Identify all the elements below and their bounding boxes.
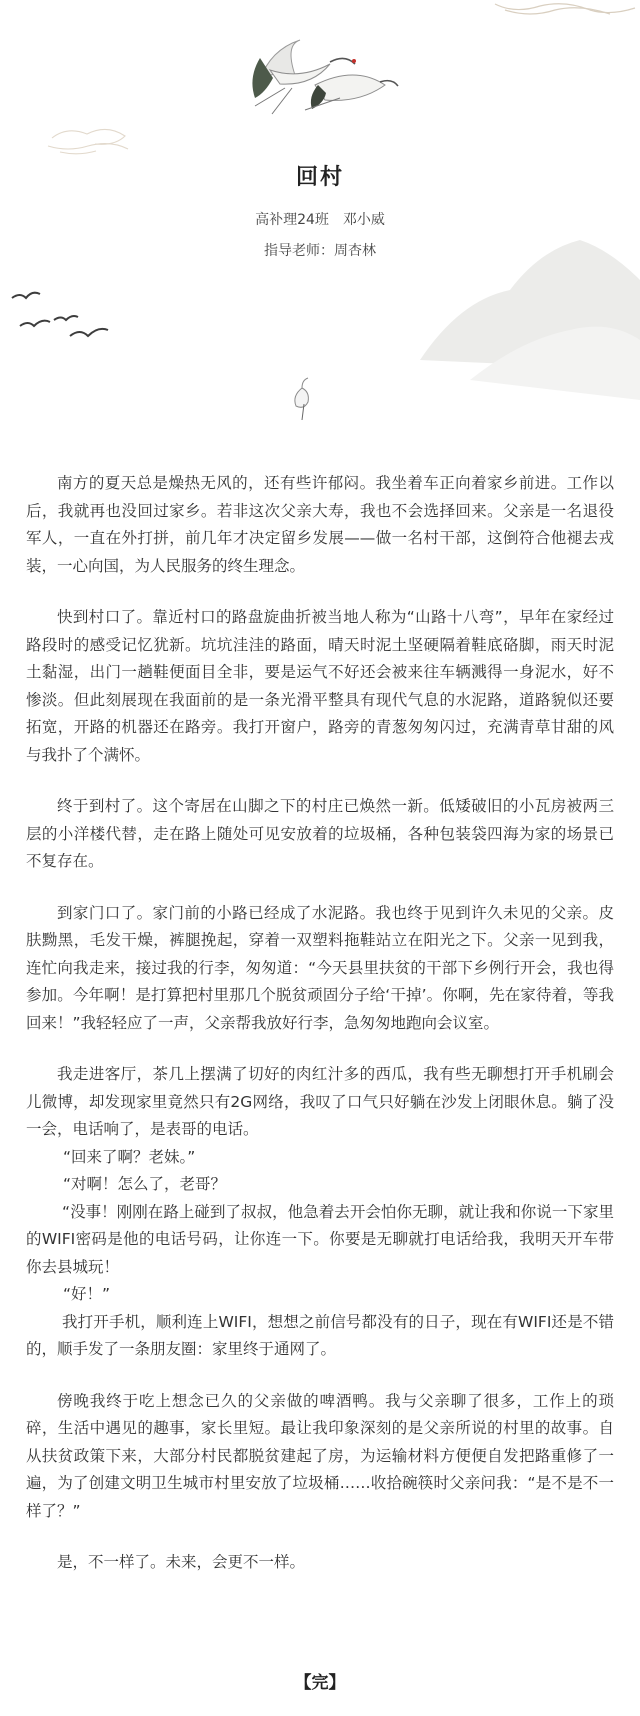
egret-icon (295, 378, 309, 420)
paragraph: 我走进客厅，茶几上摆满了切好的肉红汁多的西瓜，我有些无聊想打开手机刷会儿微博，却发现家里竟然只有2G网络，我叹了口气只好躺在沙发上闭眼休息。躺了没一会，电话响了，是表哥的电话。 (26, 1065, 614, 1138)
article-title: 回村 (295, 165, 344, 190)
dialog-line: “对啊！怎么了，老哥？ (63, 1175, 227, 1193)
dialog-line: “好！” (63, 1285, 111, 1303)
bird-icon (12, 293, 108, 336)
teacher-line: 指导老师：周杏林 (264, 243, 376, 259)
dialog-line: “回来了啊？老妹。” (63, 1147, 196, 1166)
paragraph: 是，不一样了。未来，会更不一样。 (57, 1553, 306, 1571)
cloud-icon (48, 129, 128, 153)
end-mark: 【完】 (294, 1673, 346, 1693)
dialog-line: “没事！刚刚在路上碰到了叔叔，他急着去开会怕你无聊，就让我和你说一下家里的WIFI密码是他的电话号码，让你连一下。你要是无聊就打电话给我，我明天开车带你去县城玩！ (26, 1202, 614, 1276)
paragraph: 南方的夏天总是燥热无风的，还有些许郁闷。我坐着车正向着家乡前进。工作以后，我就再也没回过家乡。若非这次父亲大寿，我也不会选择回来。父亲是一名退役军人，一直在外打拼，前几年才决定留乡发展——做一名村干部，这倒符合他褪去戎装，一心向国，为人民服务的终生理念。 (26, 474, 614, 575)
paragraph: 傍晚我终于吃上想念已久的父亲做的啤酒鸭。我与父亲聊了很多，工作上的琐碎，生活中遇见的趣事，家长里短。最让我印象深刻的是父亲所说的村里的故事。自从扶贫政策下来，大部分村民都脱贫建起了房，为运输材料方便便自发把路重修了一遍，为了创建文明卫生城市村里安放了垃圾桶……收拾碗筷时父亲问我：“是不是不一样了？” (26, 1391, 614, 1520)
paragraph: 终于到村了。这个寄居在山脚之下的村庄已焕然一新。低矮破旧的小瓦房被两三层的小洋楼代替，走在路上随处可见安放着的垃圾桶，各种包装袋四海为家的场景已不复存在。 (26, 797, 614, 870)
paragraph: 快到村口了。靠近村口的路盘旋曲折被当地人称为“山路十八弯”，早年在家经过路段时的感受记忆犹新。坑坑洼洼的路面，晴天时泥土坚硬隔着鞋底硌脚，雨天时泥土黏湿，出门一趟鞋便面目全非，要是运气不好还会被来往车辆溅得一身泥水，好不惨淡。但此刻展现在我面前的是一条光滑平整具有现代气息的水泥路，道路貌似还要拓宽，开路的机器还在路旁。我打开窗户，路旁的青葱匆匆闪过，充满青草甘甜的风与我扑了个满怀。 (26, 608, 614, 764)
author-line: 高补理24班 邓小威 (255, 212, 385, 228)
article-body (26, 470, 614, 1601)
article-header (0, 160, 640, 260)
dialog-section (26, 1061, 614, 1364)
paragraph: 到家门口了。家门前的小路已经成了水泥路。我也终于见到许久未见的父亲。皮肤黝黑，毛发干燥，裤腿挽起，穿着一双塑料拖鞋站立在阳光之下。父亲一见到我，连忙向我走来，接过我的行李，匆匆道：“今天县里扶贫的干部下乡例行开会，我也得参加。今年啊！是打算把村里那几个脱贫顽固分子给‘干掉’。你啊，先在家待着，等我回来！”我轻轻应了一声，父亲帮我放好行李，急匆匆地跑向会议室。 (26, 903, 614, 1032)
mountain-icon (420, 240, 640, 400)
crane-icon (305, 75, 398, 110)
cloud-icon (495, 4, 635, 14)
dialog-line: 我打开手机，顺利连上WIFI，想想之前信号都没有的日子，现在有WIFI还是不错的，顺手发了一条朋友圈：家里终于通网了。 (26, 1312, 614, 1358)
